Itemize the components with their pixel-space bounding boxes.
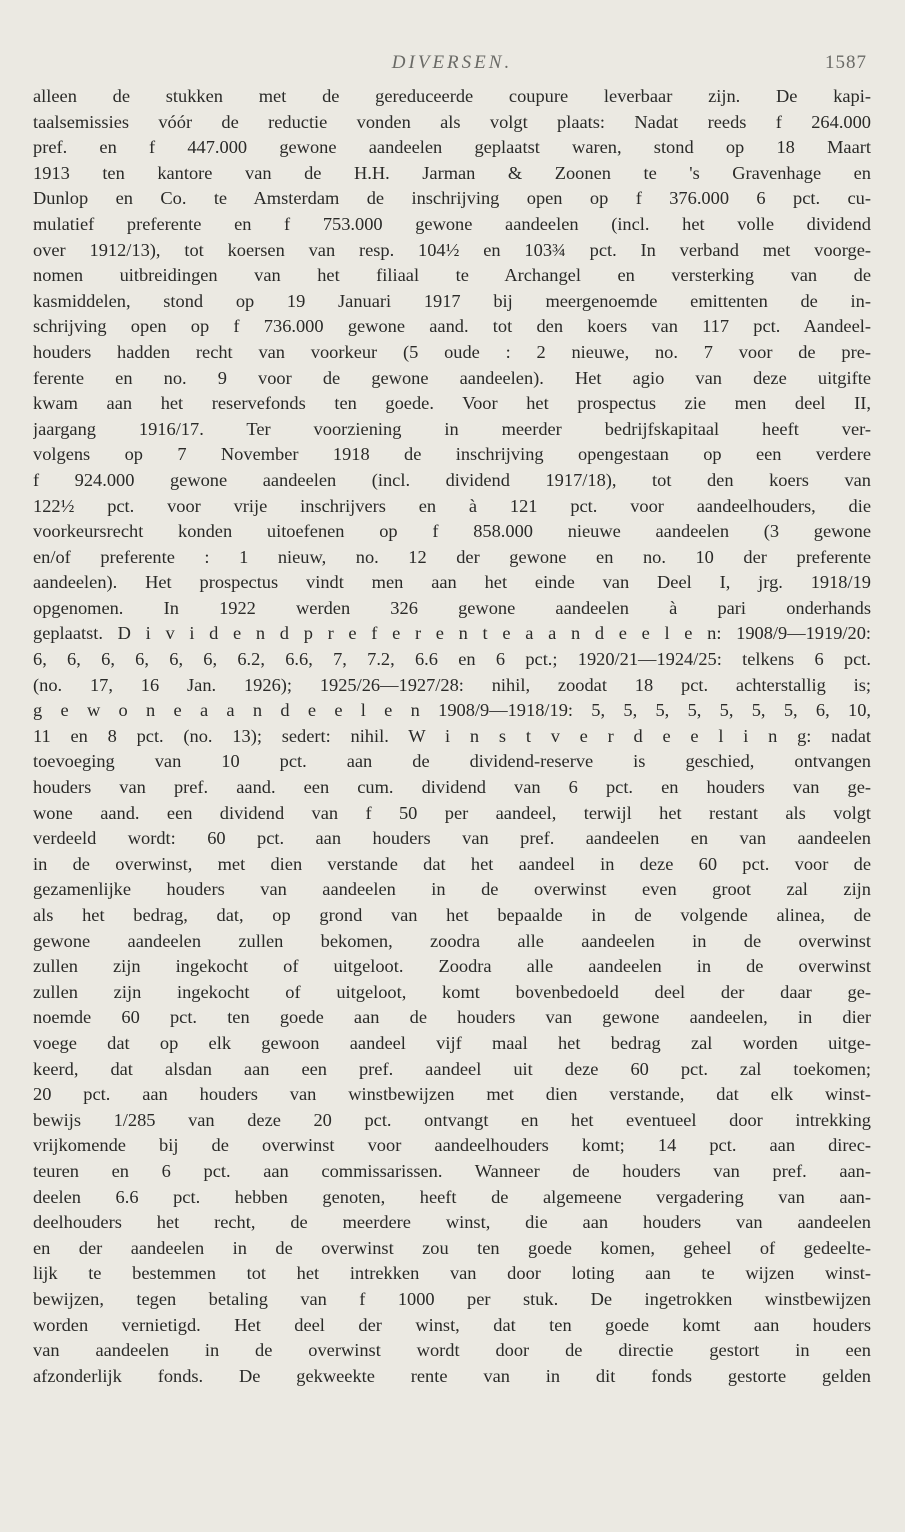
- text-line: f 924.000 gewone aandeelen (incl. dividend 1917/18), tot den koers van: [33, 469, 871, 490]
- text-line: kasmiddelen, stond op 19 Januari 1917 bij meergenoemde emittenten de in-: [33, 290, 871, 311]
- text-line: volgens op 7 November 1918 de inschrijving opengestaan op een verdere: [33, 444, 871, 465]
- text-line: als het bedrag, dat, op grond van het bepaalde in de volgende alinea, de: [33, 905, 871, 925]
- text-line: bewijs 1/285 van deze 20 pct. ontvangt en het eventueel door intrekking: [33, 1109, 871, 1130]
- text-line: 6, 6, 6, 6, 6, 6, 6.2, 6.6, 7, 7.2, 6.6 en 6 pct.; 1920/21—1924/25: telkens 6 pct.: [33, 649, 871, 670]
- text-line: bewijzen, tegen betaling van f 1000 per stuk. De ingetrokken winstbewijzen: [33, 1288, 871, 1309]
- text-line: gewone aandeelen zullen bekomen, zoodra alle aandeelen in de overwinst: [33, 930, 871, 951]
- text-line: noemde 60 pct. ten goede aan de houders van gewone aandeelen, in dier: [33, 1007, 871, 1028]
- text-line: 122½ pct. voor vrije inschrijvers en à 121 pct. voor aandeelhouders, die: [33, 495, 871, 516]
- text-line: afzonderlijk fonds. De gekweekte rente van in dit fonds gestorte gelden: [33, 1365, 871, 1386]
- text-line: deelen 6.6 pct. hebben genoten, heeft de algemeene vergadering van aan-: [33, 1186, 871, 1207]
- text-line: (no. 17, 16 Jan. 1926); 1925/26—1927/28: nihil, zoodat 18 pct. achterstallig is;: [33, 674, 871, 695]
- text-line: ferente en no. 9 voor de gewone aandeelen). Het agio van deze uitgifte: [33, 367, 871, 388]
- text-line: 1913 ten kantore van de H.H. Jarman & Zoonen te 's Gravenhage en: [33, 162, 871, 183]
- text-line: toevoeging van 10 pct. aan de dividend-reserve is geschied, ontvangen: [33, 751, 871, 772]
- text-line: 20 pct. aan houders van winstbewijzen met dien verstande, dat elk winst-: [33, 1084, 871, 1105]
- text-line: g e w o n e a a n d e e l e n 1908/9—1918/19: 5, 5, 5, 5, 5, 5, 5, 6, 10,: [33, 700, 871, 721]
- text-line: wone aand. een dividend van f 50 per aandeel, terwijl het restant als volgt: [33, 802, 871, 823]
- text-line: worden vernietigd. Het deel der winst, dat ten goede komt aan houders: [33, 1314, 871, 1335]
- text-line: deelhouders het recht, de meerdere winst, die aan houders van aandeelen: [33, 1212, 871, 1233]
- running-title: DIVERSEN.: [391, 52, 513, 73]
- text-line: schrijving open op f 736.000 gewone aand. tot den koers van 117 pct. Aandeel-: [33, 316, 871, 337]
- text-line: over 1912/13), tot koersen van resp. 104½ en 103¾ pct. In verband met voorge-: [33, 239, 871, 260]
- text-line: in de overwinst, met dien verstande dat het aandeel in deze 60 pct. voor de: [33, 853, 871, 874]
- text-line: aandeelen). Het prospectus vindt men aan het einde van Deel I, jrg. 1918/19: [33, 572, 871, 593]
- text-line: gezamenlijke houders van aandeelen in de overwinst even groot zal zijn: [33, 879, 871, 900]
- text-line: voege dat op elk gewoon aandeel vijf maal het bedrag zal worden uitge-: [33, 1032, 871, 1053]
- text-line: mulatief preferente en f 753.000 gewone aandeelen (incl. het volle dividend: [33, 213, 871, 234]
- text-line: 11 en 8 pct. (no. 13); sedert: nihil. W i n s t v e r d e e l i n g: nadat: [33, 725, 871, 746]
- text-line: pref. en f 447.000 gewone aandeelen geplaatst waren, stond op 18 Maart: [33, 137, 871, 158]
- text-line: jaargang 1916/17. Ter voorziening in meerder bedrijfskapitaal heeft ver-: [33, 418, 871, 439]
- text-line: teuren en 6 pct. aan commissarissen. Wanneer de houders van pref. aan-: [33, 1160, 871, 1181]
- text-line: vrijkomende bij de overwinst voor aandeelhouders komt; 14 pct. aan direc-: [33, 1135, 871, 1156]
- body-text: [33, 84, 871, 1389]
- text-line: nomen uitbreidingen van het filiaal te Archangel en versterking van de: [33, 265, 871, 286]
- running-head: [33, 52, 871, 78]
- text-line: van aandeelen in de overwinst wordt door de directie gestort in een: [33, 1340, 871, 1361]
- text-line: voorkeursrecht konden uitoefenen op f 858.000 nieuwe aandeelen (3 gewone: [33, 521, 871, 542]
- text-line: en/of preferente : 1 nieuw, no. 12 der gewone en no. 10 der preferente: [33, 546, 871, 567]
- text-line: zullen zijn ingekocht of uitgeloot. Zoodra alle aandeelen in de overwinst: [33, 956, 871, 977]
- text-line: alleen de stukken met de gereduceerde coupure leverbaar zijn. De kapi-: [33, 86, 871, 106]
- text-line: opgenomen. In 1922 werden 326 gewone aandeelen à pari onderhands: [33, 597, 871, 618]
- text-line: geplaatst. D i v i d e n d p r e f e r e n t e a a n d e e l e n: 1908/9—1919/20:: [33, 623, 871, 644]
- text-line: houders hadden recht van voorkeur (5 oude : 2 nieuwe, no. 7 voor de pre-: [33, 341, 871, 362]
- text-line: lijk te bestemmen tot het intrekken van door loting aan te wijzen winst-: [33, 1263, 871, 1284]
- page-number: 1587: [825, 52, 867, 73]
- text-line: Dunlop en Co. te Amsterdam de inschrijving open op f 376.000 6 pct. cu-: [33, 188, 871, 209]
- text-line: kwam aan het reservefonds ten goede. Voor het prospectus zie men deel II,: [33, 393, 871, 414]
- text-line: zullen zijn ingekocht of uitgeloot, komt bovenbedoeld deel der daar ge-: [33, 981, 871, 1002]
- text-line: taalsemissies vóór de reductie vonden als volgt plaats: Nadat reeds f 264.000: [33, 111, 871, 132]
- text-line: houders van pref. aand. een cum. dividend van 6 pct. en houders van ge-: [33, 777, 871, 798]
- text-line: keerd, dat alsdan aan een pref. aandeel uit deze 60 pct. zal toekomen;: [33, 1058, 871, 1079]
- text-line: en der aandeelen in de overwinst zou ten goede komen, geheel of gedeelte-: [33, 1237, 871, 1258]
- text-line: verdeeld wordt: 60 pct. aan houders van pref. aandeelen en van aandeelen: [33, 828, 871, 849]
